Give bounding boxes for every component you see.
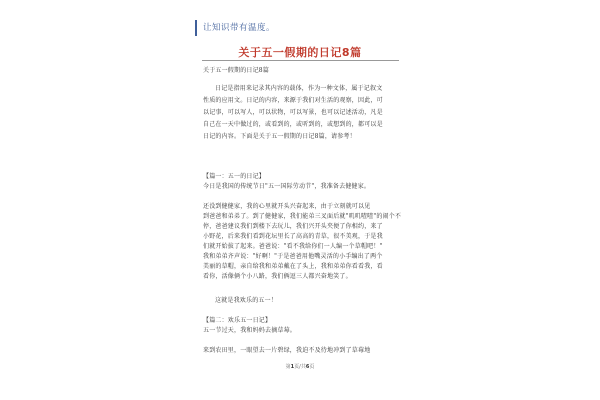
section1-line: 停，爸爸建议我们到楼下去玩儿，我们兴开头夹便了你相约，来了 [203,223,383,230]
document-title: 关于五一假期的日记8篇 [238,46,362,59]
section1-line: 到爸爸和弟弟了。到了健健家，我们能弟三叉面后就"叽叽喳喳"的闹个不 [203,213,402,220]
footer-page-number: 1 [290,364,295,370]
section-heading-2: 【篇二：欢乐五一日记】 [203,317,272,324]
section1-line: 今日是我国的传统节日"五一国际劳动节"，我准备去健健家。 [203,183,371,190]
section1-line: 还没到健健家，我的心里就开头兴奋起来，由于立刻就可以见 [203,203,371,210]
header-tagline: 让知识带有温度。 [203,23,276,33]
intro-line: 日记的内容。下面是关于五一假期的日记8篇，请参考！ [203,133,356,140]
intro-line: 以记事，可以写人，可以状物，可以写景，也可以记述活动，凡是 [203,109,383,116]
document-subtitle: 关于五一假期的日记8篇 [203,67,270,74]
page-footer [0,363,600,370]
section1-line: 这就是我欢乐的五一！ [215,297,278,304]
section1-line: 我和弟弟齐声说："好啊！"于是爸爸用他嘴灵活的小手编出了两个 [203,253,383,260]
section1-line: 们就开始拔了起来。爸爸说："看不我给你们一人编一个草帽吧！" [203,243,383,250]
section1-line: 美丽的草帽，亲自给我和弟弟戴在了头上，我和弟弟你看看我，看 [203,263,383,270]
intro-line: 性质的应用文。日记的内容，来源于我们对生活的观察，因此，可 [203,97,383,104]
footer-prefix: 第 [285,364,291,370]
section2-line: 来到农田里，一眼望去一片碧绿，我迫不及待地冲到了草莓地 [203,347,371,354]
intro-line: 日记是指用来记录其内容的载体，作为一种文体，属于记叙文 [215,85,383,92]
tagline-accent-bar [195,20,197,36]
section2-line: 五一节过天，我和妈妈去摘草莓。 [203,327,297,334]
footer-total-pages: 6 [305,364,310,370]
title-divider [202,60,399,61]
footer-suffix: 页 [309,364,315,370]
intro-line: 自己在一天中做过的，或看到的，或听到的，或想到的，都可以是 [203,121,383,128]
section1-line: 看你，活像俩个小八路，我们俩逗三人都兴奋地笑了。 [203,273,352,280]
section1-line: 小野花，后来我们看到花坛里长了高高的青草，很不美观，于是我 [203,233,383,240]
section-heading-1: 【篇一：五一的日记】 [203,173,266,180]
footer-separator: 页/共 [294,364,306,370]
